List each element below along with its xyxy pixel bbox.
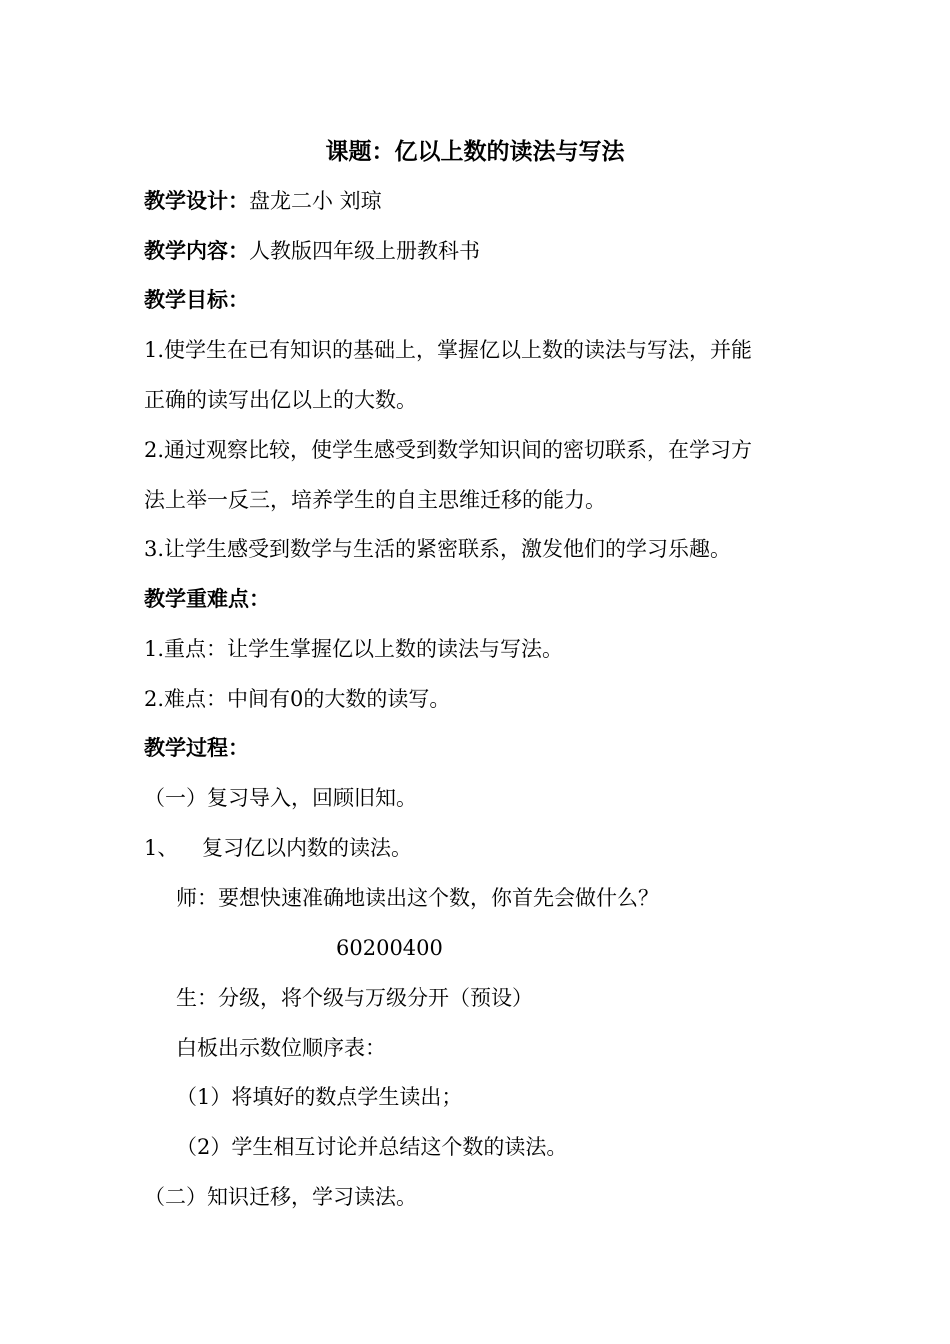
student-answer: 生：分级，将个级与万级分开（预设） xyxy=(176,986,533,1010)
key-point-line: 1.重点：让学生掌握亿以上数的读法与写法。 xyxy=(144,637,564,661)
step-1-text: 复习亿以内数的读法。 xyxy=(202,836,412,860)
designer-label: 教学设计： xyxy=(144,188,249,213)
content-value: 人教版四年级上册教科书 xyxy=(249,239,480,263)
process-section-2: （二）知识迁移，学习读法。 xyxy=(144,1185,417,1209)
goal-line: 2.通过观察比较，使学生感受到数学知识间的密切联系，在学习方 xyxy=(144,438,753,462)
teacher-question: 师：要想快速准确地读出这个数，你首先会做什么？ xyxy=(176,886,659,910)
sub-step-2: （2）学生相互讨论并总结这个数的读法。 xyxy=(176,1135,568,1159)
document-title: 课题：亿以上数的读法与写法 xyxy=(325,138,625,165)
goal-line: 法上举一反三，培养学生的自主思维迁移的能力。 xyxy=(144,488,606,512)
goal-line: 正确的读写出亿以上的大数。 xyxy=(144,388,417,412)
designer-value: 盘龙二小 刘琼 xyxy=(249,189,382,213)
content-label: 教学内容： xyxy=(144,238,249,263)
sub-step-1: （1）将填好的数点学生读出； xyxy=(176,1085,463,1109)
goal-line: 3.让学生感受到数学与生活的紧密联系，激发他们的学习乐趣。 xyxy=(144,537,732,561)
whiteboard-note: 白板出示数位顺序表： xyxy=(176,1036,386,1060)
designer-line xyxy=(144,187,382,215)
process-section-1: （一）复习导入，回顾旧知。 xyxy=(144,786,417,810)
goals-heading: 教学目标： xyxy=(144,287,249,312)
process-heading: 教学过程： xyxy=(144,735,249,760)
step-1-number: 1、 xyxy=(144,836,179,860)
example-number: 60200400 xyxy=(336,936,443,960)
key-points-heading: 教学重难点： xyxy=(144,586,270,611)
content-line xyxy=(144,237,480,265)
key-point-line: 2.难点：中间有0的大数的读写。 xyxy=(144,687,451,711)
goal-line: 1.使学生在已有知识的基础上，掌握亿以上数的读法与写法，并能 xyxy=(144,338,753,362)
